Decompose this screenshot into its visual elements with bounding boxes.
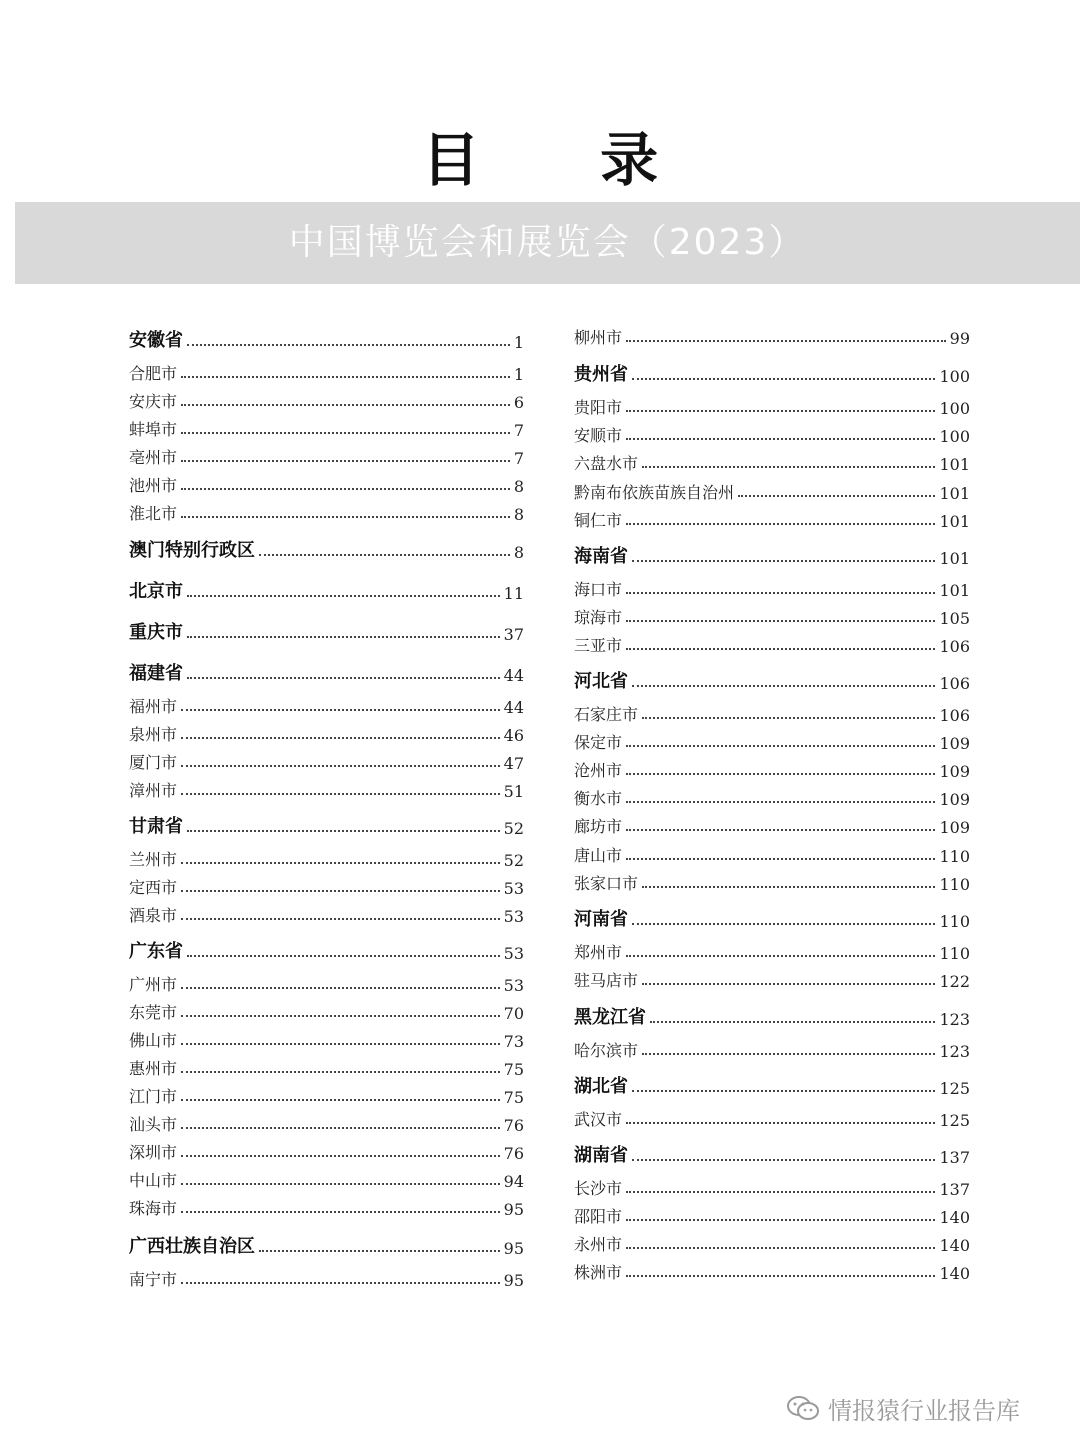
toc-entry-name: 海南省 xyxy=(574,546,628,567)
toc-entry-city[interactable] xyxy=(129,1193,524,1219)
dot-leader xyxy=(187,677,500,679)
toc-entry-name: 漳州市 xyxy=(129,781,178,800)
dot-leader xyxy=(187,636,500,638)
toc-entry-name: 澳门特别行政区 xyxy=(129,540,255,561)
toc-entry-page: 106 xyxy=(939,637,970,656)
dot-leader xyxy=(181,1183,500,1185)
toc-entry-page: 1 xyxy=(513,365,524,384)
toc-entry-name: 郑州市 xyxy=(574,943,623,962)
dot-leader xyxy=(626,592,935,594)
dot-leader xyxy=(626,1219,935,1221)
toc-entry-name: 石家庄市 xyxy=(574,705,639,724)
toc-entry-name: 安徽省 xyxy=(129,330,183,351)
wechat-icon xyxy=(786,1394,820,1422)
toc-entry-page: 46 xyxy=(503,726,524,745)
toc-entry-page: 109 xyxy=(939,734,970,753)
toc-entry-city[interactable] xyxy=(129,747,524,773)
toc-entry-province[interactable] xyxy=(129,937,524,963)
toc-entry-page: 37 xyxy=(503,625,524,644)
toc-entry-city[interactable] xyxy=(574,811,970,837)
toc-entry-page: 75 xyxy=(503,1060,524,1079)
toc-entry-name: 安庆市 xyxy=(129,392,178,411)
toc-entry-name: 定西市 xyxy=(129,878,178,897)
dot-leader xyxy=(181,1015,500,1017)
toc-entry-city[interactable] xyxy=(129,719,524,745)
toc-entry-province[interactable] xyxy=(129,812,524,838)
toc-entry-city[interactable] xyxy=(129,498,524,524)
toc-entry-name: 柳州市 xyxy=(574,328,623,347)
toc-entry-page: 8 xyxy=(513,543,524,562)
toc-entry-page: 51 xyxy=(503,782,524,801)
toc-entry-page: 6 xyxy=(513,393,524,412)
toc-entry-page: 110 xyxy=(939,944,970,963)
toc-entry-city[interactable] xyxy=(574,868,970,894)
toc-entry-province[interactable] xyxy=(129,536,524,562)
dot-leader xyxy=(181,987,500,989)
dot-leader xyxy=(626,745,935,747)
toc-entry-name: 唐山市 xyxy=(574,846,623,865)
toc-entry-page: 110 xyxy=(939,847,970,866)
toc-entry-page: 53 xyxy=(503,944,524,963)
toc-entry-page: 7 xyxy=(513,449,524,468)
banner-title: 中国博览会和展览会（2023） xyxy=(288,222,807,263)
toc-entry-city[interactable] xyxy=(574,755,970,781)
toc-entry-name: 蚌埠市 xyxy=(129,420,178,439)
dot-leader xyxy=(187,595,500,597)
dot-leader xyxy=(626,1247,935,1249)
toc-entry-page: 44 xyxy=(503,698,524,717)
toc-entry-province[interactable] xyxy=(574,905,970,931)
dot-leader xyxy=(259,1250,500,1252)
toc-entry-city[interactable] xyxy=(129,1165,524,1191)
toc-entry-page: 95 xyxy=(503,1239,524,1258)
subtitle-banner xyxy=(15,202,1080,284)
toc-entry-city[interactable] xyxy=(574,1257,970,1283)
toc-entry-city[interactable] xyxy=(129,1025,524,1051)
toc-entry-city[interactable] xyxy=(574,574,970,600)
toc-entry-city[interactable] xyxy=(574,937,970,963)
toc-entry-city[interactable] xyxy=(129,1081,524,1107)
toc-entry-province[interactable] xyxy=(574,1072,970,1098)
toc-entry-name: 永州市 xyxy=(574,1235,623,1254)
toc-entry-page: 140 xyxy=(939,1208,970,1227)
toc-entry-page: 106 xyxy=(939,674,970,693)
toc-entry-page: 101 xyxy=(939,455,970,474)
toc-entry-page: 100 xyxy=(939,427,970,446)
toc-entry-page: 140 xyxy=(939,1236,970,1255)
toc-entry-city[interactable] xyxy=(129,969,524,995)
toc-entry-name: 沧州市 xyxy=(574,761,623,780)
toc-entry-city[interactable] xyxy=(129,997,524,1023)
toc-entry-page: 99 xyxy=(949,329,970,348)
toc-entry-page: 101 xyxy=(939,484,970,503)
toc-entry-name: 河南省 xyxy=(574,909,628,930)
toc-entry-name: 琼海市 xyxy=(574,608,623,627)
toc-entry-name: 深圳市 xyxy=(129,1143,178,1162)
dot-leader xyxy=(642,886,935,888)
toc-entry-page: 105 xyxy=(939,609,970,628)
toc-entry-page: 11 xyxy=(503,584,524,603)
toc-entry-page: 101 xyxy=(939,549,970,568)
dot-leader xyxy=(626,829,935,831)
toc-entry-name: 黑龙江省 xyxy=(574,1007,646,1028)
toc-entry-name: 邵阳市 xyxy=(574,1207,623,1226)
toc-entry-city[interactable] xyxy=(574,1229,970,1255)
dot-leader xyxy=(632,378,935,380)
toc-entry-city[interactable] xyxy=(129,775,524,801)
toc-entry-name: 广西壮族自治区 xyxy=(129,1236,255,1257)
toc-entry-city[interactable] xyxy=(129,900,524,926)
toc-entry-city[interactable] xyxy=(574,602,970,628)
toc-entry-name: 三亚市 xyxy=(574,636,623,655)
dot-leader xyxy=(738,495,935,497)
page-title: 目 录 xyxy=(421,126,709,194)
toc-entry-province[interactable] xyxy=(574,1141,970,1167)
dot-leader xyxy=(626,773,935,775)
dot-leader xyxy=(187,830,500,832)
toc-entry-city[interactable] xyxy=(129,1137,524,1163)
toc-entry-page: 109 xyxy=(939,790,970,809)
toc-entry-city[interactable] xyxy=(574,1035,970,1061)
toc-entry-name: 泉州市 xyxy=(129,725,178,744)
dot-leader xyxy=(642,983,935,985)
toc-entry-name: 甘肃省 xyxy=(129,816,183,837)
toc-entry-city[interactable] xyxy=(574,477,970,503)
dot-leader xyxy=(181,1211,500,1213)
toc-entry-page: 8 xyxy=(513,477,524,496)
toc-entry-page: 7 xyxy=(513,421,524,440)
dot-leader xyxy=(626,438,935,440)
toc-entry-name: 江门市 xyxy=(129,1087,178,1106)
toc-entry-name: 惠州市 xyxy=(129,1059,178,1078)
dot-leader xyxy=(626,523,935,525)
toc-entry-page: 109 xyxy=(939,762,970,781)
toc-entry-name: 池州市 xyxy=(129,476,178,495)
toc-entry-page: 110 xyxy=(939,912,970,931)
toc-entry-province[interactable] xyxy=(574,667,970,693)
toc-entry-province[interactable] xyxy=(129,1232,524,1258)
toc-entry-page: 52 xyxy=(503,819,524,838)
toc-entry-page: 101 xyxy=(939,512,970,531)
toc-entry-page: 101 xyxy=(939,581,970,600)
toc-entry-page: 110 xyxy=(939,875,970,894)
dot-leader xyxy=(632,685,935,687)
toc-entry-name: 福建省 xyxy=(129,663,183,684)
dot-leader xyxy=(181,890,500,892)
toc-entry-page: 123 xyxy=(939,1010,970,1029)
toc-entry-name: 合肥市 xyxy=(129,364,178,383)
toc-entry-city[interactable] xyxy=(574,322,970,348)
toc-entry-province[interactable] xyxy=(129,659,524,685)
toc-entry-city[interactable] xyxy=(574,630,970,656)
toc-entry-name: 武汉市 xyxy=(574,1110,623,1129)
dot-leader xyxy=(626,1191,935,1193)
toc-entry-city[interactable] xyxy=(129,1053,524,1079)
dot-leader xyxy=(181,737,500,739)
toc-entry-page: 123 xyxy=(939,1042,970,1061)
toc-entry-city[interactable] xyxy=(574,505,970,531)
toc-entry-city[interactable] xyxy=(129,1109,524,1135)
dot-leader xyxy=(181,1043,500,1045)
toc-entry-page: 47 xyxy=(503,754,524,773)
toc-entry-name: 贵阳市 xyxy=(574,398,623,417)
toc-entry-page: 75 xyxy=(503,1088,524,1107)
dot-leader xyxy=(181,516,510,518)
toc-entry-city[interactable] xyxy=(574,392,970,418)
toc-entry-name: 珠海市 xyxy=(129,1199,178,1218)
toc-entry-name: 哈尔滨市 xyxy=(574,1041,639,1060)
toc-entry-page: 70 xyxy=(503,1004,524,1023)
dot-leader xyxy=(632,1090,935,1092)
toc-entry-city[interactable] xyxy=(129,470,524,496)
toc-entry-city[interactable] xyxy=(574,965,970,991)
toc-entry-page: 95 xyxy=(503,1200,524,1219)
toc-entry-city[interactable] xyxy=(574,448,970,474)
dot-leader xyxy=(181,432,510,434)
toc-entry-city[interactable] xyxy=(129,414,524,440)
toc-entry-name: 保定市 xyxy=(574,733,623,752)
toc-entry-page: 125 xyxy=(939,1111,970,1130)
toc-entry-name: 重庆市 xyxy=(129,622,183,643)
toc-entry-city[interactable] xyxy=(574,699,970,725)
toc-entry-name: 衡水市 xyxy=(574,789,623,808)
toc-entry-name: 福州市 xyxy=(129,697,178,716)
dot-leader xyxy=(181,709,500,711)
toc-entry-province[interactable] xyxy=(129,577,524,603)
toc-entry-province[interactable] xyxy=(129,618,524,644)
toc-entry-name: 安顺市 xyxy=(574,426,623,445)
dot-leader xyxy=(626,648,935,650)
toc-entry-page: 52 xyxy=(503,851,524,870)
dot-leader xyxy=(642,1053,935,1055)
dot-leader xyxy=(181,488,510,490)
toc-entry-city[interactable] xyxy=(129,442,524,468)
dot-leader xyxy=(181,1071,500,1073)
dot-leader xyxy=(181,765,500,767)
dot-leader xyxy=(626,410,935,412)
dot-leader xyxy=(181,1099,500,1101)
dot-leader xyxy=(626,1275,935,1277)
toc-entry-name: 广州市 xyxy=(129,975,178,994)
toc-entry-province[interactable] xyxy=(574,542,970,568)
dot-leader xyxy=(632,1159,935,1161)
dot-leader xyxy=(642,717,935,719)
toc-entry-name: 汕头市 xyxy=(129,1115,178,1134)
toc-entry-page: 137 xyxy=(939,1180,970,1199)
toc-entry-name: 长沙市 xyxy=(574,1179,623,1198)
toc-entry-name: 佛山市 xyxy=(129,1031,178,1050)
toc-entry-province[interactable] xyxy=(574,1003,970,1029)
toc-entry-page: 53 xyxy=(503,879,524,898)
toc-entry-name: 东莞市 xyxy=(129,1003,178,1022)
toc-entry-page: 44 xyxy=(503,666,524,685)
toc-entry-city[interactable] xyxy=(129,691,524,717)
toc-entry-name: 河北省 xyxy=(574,671,628,692)
toc-entry-page: 122 xyxy=(939,972,970,991)
dot-leader xyxy=(181,1127,500,1129)
toc-entry-name: 湖北省 xyxy=(574,1076,628,1097)
toc-entry-name: 驻马店市 xyxy=(574,971,639,990)
toc-entry-page: 8 xyxy=(513,505,524,524)
toc-entry-city[interactable] xyxy=(129,844,524,870)
toc-entry-name: 铜仁市 xyxy=(574,511,623,530)
toc-entry-name: 株洲市 xyxy=(574,1263,623,1282)
toc-entry-province[interactable] xyxy=(129,326,524,352)
dot-leader xyxy=(626,955,935,957)
dot-leader xyxy=(181,1282,500,1284)
toc-entry-name: 北京市 xyxy=(129,581,183,602)
toc-entry-name: 廊坊市 xyxy=(574,817,623,836)
toc-entry-page: 109 xyxy=(939,818,970,837)
toc-entry-city[interactable] xyxy=(574,727,970,753)
toc-entry-page: 137 xyxy=(939,1148,970,1167)
toc-entry-page: 100 xyxy=(939,367,970,386)
toc-entry-city[interactable] xyxy=(574,1173,970,1199)
dot-leader xyxy=(181,918,500,920)
toc-entry-name: 亳州市 xyxy=(129,448,178,467)
dot-leader xyxy=(650,1021,935,1023)
toc-entry-page: 73 xyxy=(503,1032,524,1051)
toc-entry-name: 厦门市 xyxy=(129,753,178,772)
dot-leader xyxy=(626,801,935,803)
toc-entry-name: 张家口市 xyxy=(574,874,639,893)
dot-leader xyxy=(632,923,935,925)
toc-entry-name: 南宁市 xyxy=(129,1270,178,1289)
dot-leader xyxy=(259,554,510,556)
toc-entry-name: 淮北市 xyxy=(129,504,178,523)
toc-entry-city[interactable] xyxy=(574,1201,970,1227)
dot-leader xyxy=(626,1122,935,1124)
dot-leader xyxy=(626,340,946,342)
dot-leader xyxy=(187,955,500,957)
toc-entry-page: 53 xyxy=(503,976,524,995)
toc-entry-city[interactable] xyxy=(574,1104,970,1130)
watermark xyxy=(786,1388,1020,1428)
toc-entry-page: 94 xyxy=(503,1172,524,1191)
watermark-text: 情报猿行业报告库 xyxy=(828,1396,1020,1425)
toc-entry-city[interactable] xyxy=(574,840,970,866)
toc-entry-name: 海口市 xyxy=(574,580,623,599)
toc-entry-name: 广东省 xyxy=(129,941,183,962)
toc-entry-city[interactable] xyxy=(129,872,524,898)
toc-entry-page: 106 xyxy=(939,706,970,725)
toc-entry-page: 125 xyxy=(939,1079,970,1098)
dot-leader xyxy=(632,560,935,562)
toc-entry-city[interactable] xyxy=(574,783,970,809)
toc-entry-page: 76 xyxy=(503,1116,524,1135)
toc-entry-name: 黔南布依族苗族自治州 xyxy=(574,483,735,502)
toc-entry-page: 76 xyxy=(503,1144,524,1163)
dot-leader xyxy=(642,466,935,468)
dot-leader xyxy=(181,793,500,795)
toc-entry-city[interactable] xyxy=(129,386,524,412)
toc-entry-city[interactable] xyxy=(129,358,524,384)
dot-leader xyxy=(181,1155,500,1157)
toc-entry-page: 1 xyxy=(513,333,524,352)
dot-leader xyxy=(626,858,935,860)
toc-entry-name: 兰州市 xyxy=(129,850,178,869)
toc-entry-name: 湖南省 xyxy=(574,1145,628,1166)
toc-entry-name: 酒泉市 xyxy=(129,906,178,925)
dot-leader xyxy=(181,376,510,378)
dot-leader xyxy=(181,404,510,406)
toc-entry-name: 贵州省 xyxy=(574,364,628,385)
dot-leader xyxy=(187,344,510,346)
dot-leader xyxy=(626,620,935,622)
toc-entry-page: 53 xyxy=(503,907,524,926)
toc-entry-page: 100 xyxy=(939,399,970,418)
toc-entry-city[interactable] xyxy=(129,1264,524,1290)
toc-entry-name: 中山市 xyxy=(129,1171,178,1190)
toc-entry-page: 95 xyxy=(503,1271,524,1290)
toc-entry-name: 六盘水市 xyxy=(574,454,639,473)
toc-entry-city[interactable] xyxy=(574,420,970,446)
toc-entry-page: 140 xyxy=(939,1264,970,1283)
toc-entry-province[interactable] xyxy=(574,360,970,386)
dot-leader xyxy=(181,862,500,864)
dot-leader xyxy=(181,460,510,462)
